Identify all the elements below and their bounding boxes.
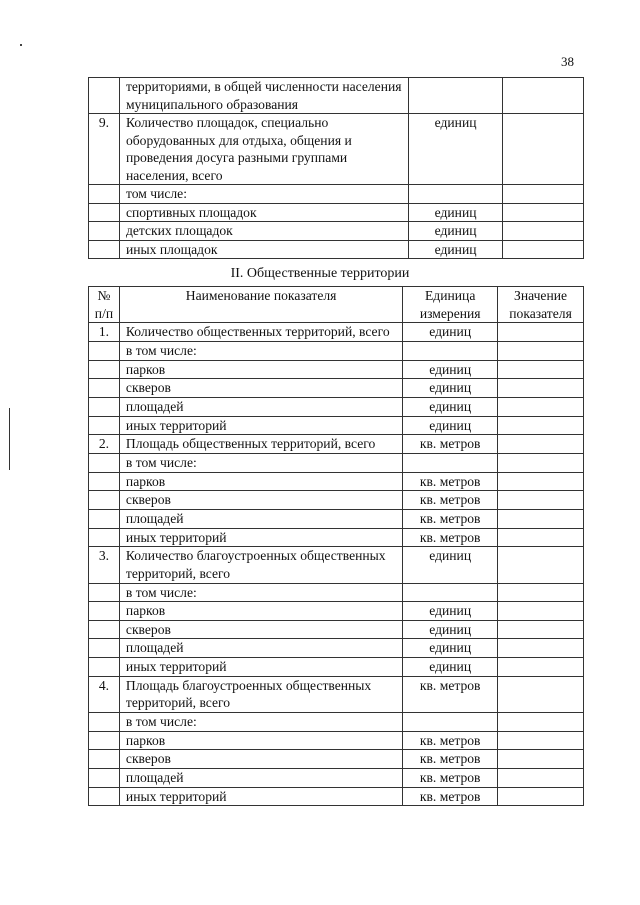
table-row [89,114,584,185]
table-row [89,379,584,398]
indicator-name: том числе: [119,185,408,204]
unit-of-measure [408,185,503,204]
unit-of-measure [403,341,498,360]
row-number [89,203,120,222]
indicator-name: в том числе: [119,453,402,472]
table-row [89,787,584,806]
table-row [89,769,584,788]
table-row [89,341,584,360]
row-number [89,583,120,602]
indicator-value [498,416,584,435]
indicator-value [498,323,584,342]
row-number [89,658,120,677]
unit-of-measure: единиц [403,547,498,583]
scan-artifact-line [9,408,10,470]
indicator-value [498,435,584,454]
row-number [89,769,120,788]
table-row [89,528,584,547]
row-number [89,453,120,472]
indicator-value [503,203,584,222]
row-number [89,360,120,379]
table-row [89,713,584,732]
row-number [89,639,120,658]
row-number [89,731,120,750]
row-number [89,379,120,398]
table-row [89,323,584,342]
unit-of-measure: единиц [403,639,498,658]
table-row [89,547,584,583]
unit-of-measure: кв. метров [403,676,498,712]
indicator-value [498,713,584,732]
row-number: 1. [89,323,120,342]
unit-of-measure: единиц [403,416,498,435]
indicator-name: площадей [119,769,402,788]
indicator-name: иных площадок [119,240,408,259]
indicator-value [498,341,584,360]
unit-of-measure: единиц [403,323,498,342]
table-row [89,240,584,259]
indicator-name: иных территорий [119,658,402,677]
unit-of-measure [408,78,503,114]
unit-of-measure: единиц [403,379,498,398]
row-number: 4. [89,676,120,712]
indicator-name: скверов [119,620,402,639]
indicator-name: в том числе: [119,583,402,602]
table-row [89,416,584,435]
indicator-value [498,360,584,379]
table-row [89,203,584,222]
row-number [89,787,120,806]
row-number [89,750,120,769]
indicator-name: площадей [119,397,402,416]
indicator-name: Площадь общественных территорий, всего [119,435,402,454]
indicator-value [498,750,584,769]
indicator-value [503,240,584,259]
indicator-value [498,528,584,547]
row-number [89,240,120,259]
indicator-value [498,472,584,491]
row-number [89,416,120,435]
row-number [89,472,120,491]
scan-artifact-dot [20,44,22,46]
unit-of-measure: единиц [403,397,498,416]
row-number [89,341,120,360]
indicator-value [498,620,584,639]
table-row [89,583,584,602]
indicator-value [498,509,584,528]
header-name: Наименование показателя [119,287,402,323]
table-row [89,78,584,114]
unit-of-measure: единиц [408,114,503,185]
indicator-value [498,676,584,712]
indicator-value [503,185,584,204]
row-number: 2. [89,435,120,454]
table-row [89,453,584,472]
table-row [89,435,584,454]
indicator-name: в том числе: [119,713,402,732]
table-row [89,472,584,491]
indicator-value [498,583,584,602]
indicator-name: площадей [119,509,402,528]
row-number [89,713,120,732]
indicator-name: Количество площадок, специально оборудованных для отдыха, общения и проведения досуга разными группами населения, всего [119,114,408,185]
unit-of-measure [403,453,498,472]
indicator-name: иных территорий [119,528,402,547]
unit-of-measure: кв. метров [403,787,498,806]
indicator-name: иных территорий [119,416,402,435]
indicator-name: Количество благоустроенных общественных территорий, всего [119,547,402,583]
unit-of-measure: кв. метров [403,509,498,528]
unit-of-measure: кв. метров [403,435,498,454]
indicator-name: территориями, в общей численности населения муниципального образования [119,78,408,114]
table-row [89,185,584,204]
indicator-value [498,769,584,788]
row-number: 3. [89,547,120,583]
indicator-name: детских площадок [119,222,408,241]
table-row [89,620,584,639]
table-row [89,750,584,769]
indicator-value [498,658,584,677]
unit-of-measure: кв. метров [403,750,498,769]
indicator-name: парков [119,472,402,491]
indicator-value [503,114,584,185]
row-number [89,491,120,510]
indicator-name: парков [119,731,402,750]
page-number: 38 [561,54,574,69]
table-row [89,509,584,528]
indicator-value [498,397,584,416]
row-number [89,185,120,204]
indicator-name: в том числе: [119,341,402,360]
indicator-name: скверов [119,379,402,398]
row-number [89,602,120,621]
unit-of-measure: единиц [408,222,503,241]
table-row [89,491,584,510]
indicator-value [498,453,584,472]
table-row [89,602,584,621]
table-row [89,360,584,379]
indicator-name: парков [119,360,402,379]
unit-of-measure: кв. метров [403,491,498,510]
unit-of-measure: единиц [408,240,503,259]
indicator-value [498,787,584,806]
header-unit: Единица измерения [403,287,498,323]
unit-of-measure: кв. метров [403,769,498,788]
table-row [89,222,584,241]
table-row [89,639,584,658]
row-number [89,620,120,639]
indicators-table-continued [88,77,584,259]
indicator-value [498,639,584,658]
unit-of-measure [403,713,498,732]
indicator-value [498,602,584,621]
indicator-name: иных территорий [119,787,402,806]
row-number: 9. [89,114,120,185]
unit-of-measure: единиц [403,620,498,639]
unit-of-measure [403,583,498,602]
header-value: Значение показателя [498,287,584,323]
table-header-row [89,287,584,323]
unit-of-measure: кв. метров [403,731,498,750]
indicator-value [503,222,584,241]
unit-of-measure: единиц [408,203,503,222]
public-territories-table [88,286,584,806]
row-number [89,222,120,241]
indicator-value [498,379,584,398]
unit-of-measure: кв. метров [403,528,498,547]
table-row [89,731,584,750]
indicator-value [503,78,584,114]
indicator-name: спортивных площадок [119,203,408,222]
row-number [89,509,120,528]
row-number [89,528,120,547]
indicator-value [498,731,584,750]
indicator-name: Количество общественных территорий, всего [119,323,402,342]
indicator-name: скверов [119,750,402,769]
table-row [89,676,584,712]
indicator-name: Площадь благоустроенных общественных территорий, всего [119,676,402,712]
section-title: II. Общественные территории [230,266,410,281]
indicator-value [498,491,584,510]
unit-of-measure: единиц [403,658,498,677]
row-number [89,78,120,114]
indicator-name: скверов [119,491,402,510]
unit-of-measure: единиц [403,360,498,379]
unit-of-measure: кв. метров [403,472,498,491]
table-row [89,397,584,416]
unit-of-measure: единиц [403,602,498,621]
header-number: № п/п [89,287,120,323]
row-number [89,397,120,416]
indicator-value [498,547,584,583]
indicator-name: площадей [119,639,402,658]
indicator-name: парков [119,602,402,621]
table-row [89,658,584,677]
